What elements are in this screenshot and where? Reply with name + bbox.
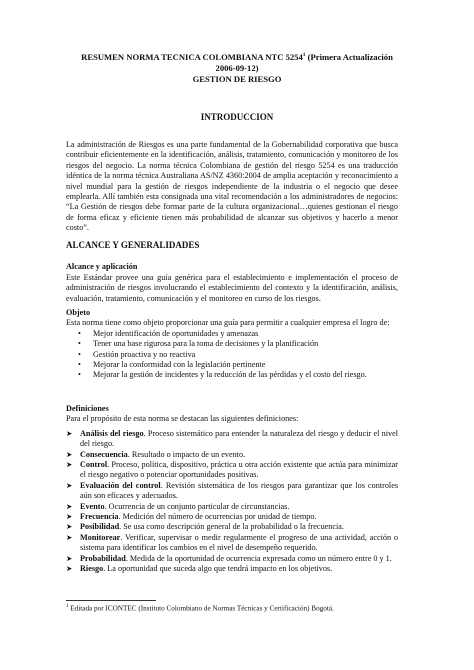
definition-text: . Revisión sistemática de los riesgos para garantizar que los controles aún son eficaces y adecuados. <box>80 480 399 501</box>
alcance-section <box>66 240 398 304</box>
footnote <box>66 604 334 612</box>
introduccion-heading: INTRODUCCION <box>200 112 274 122</box>
definition-term: Posibilidad <box>80 522 120 532</box>
definition-item <box>66 522 398 532</box>
definition-text: . La oportunidad que suceda algo que tendrá impacto en los objetivos. <box>103 564 333 574</box>
arrow-bullet-icon: ➤ <box>66 532 73 542</box>
objeto-list-item: • Mejorar la conformidad con la legislación pertinente <box>78 360 398 370</box>
arrow-bullet-icon: ➤ <box>66 460 73 470</box>
definition-term: Evento <box>80 501 105 511</box>
definition-term: Riesgo <box>80 564 104 574</box>
definition-term: Frecuencia <box>80 512 119 522</box>
objeto-list-item: • Mejorar la gestión de incidentes y la reducción de las pérdidas y el costo del riesgo. <box>78 370 398 380</box>
title-line-1: RESUMEN NORMA TECNICA COLOMBIANA NTC 5254$^1$ (Primera Actualización <box>81 51 393 62</box>
arrow-bullet-icon: ➤ <box>66 501 73 511</box>
definition-text: . Se usa como descripción general de la probabilidad o la frecuencia. <box>119 522 344 532</box>
definition-text: . Medida de la oportunidad de ocurrencia expresada como un número entre 0 y 1. <box>125 553 392 563</box>
definition-term: Evaluación del control <box>80 480 161 490</box>
footnote-divider <box>66 600 156 601</box>
objeto-section <box>66 308 398 381</box>
footnote-text: Editada por ICONTEC (Instituto Colombiano de Normas Técnicas y Certificación) Bogotá. <box>68 604 334 613</box>
definition-item <box>66 481 398 502</box>
footnote-reference: 1 <box>302 52 306 58</box>
definition-item <box>66 533 398 554</box>
definition-term: Análisis del riesgo <box>80 428 144 438</box>
arrow-bullet-icon: ➤ <box>66 428 73 438</box>
definiciones-section <box>66 404 398 575</box>
definition-item <box>66 502 398 512</box>
definition-item <box>66 460 398 481</box>
arrow-bullet-icon: ➤ <box>66 480 73 490</box>
definiciones-paragraph: Para el propósito de esta norma se destacan las siguientes definiciones: <box>66 414 299 424</box>
objeto-list-item: • Mejor identificación de oportunidades y amenazas <box>78 329 398 339</box>
footnote-marker: 1 <box>66 604 69 609</box>
arrow-bullet-icon: ➤ <box>66 512 73 522</box>
definition-item <box>66 450 398 460</box>
introduccion-paragraph: La administración de Riesgos es una parte fundamental de la Gobernabilidad corporativa que busca contribuir eficientemente en la identificación, análisis, tratamiento, comunicación y monitoreo de los riesgos del negocio. La norma técnica Colombiana de gestión del riesgo 5254 es una traducción idéntica de la norma técnica Australiana AS/NZ 4360:2004 de amplia aceptación y reconocimiento a nivel mundial para la gestión de riesgos independiente de la industria o el negocio que desee emplearla. Allí también esta consignada una vital recomendación a los administradores de negocios: “La Gestión de riesgos debe formar parte de la cultura organizacional…quienes gestionan el riesgo de forma eficaz y eficiente tienen más probabilidad de alcanzar sus objetivos y hacerlo a menor costo”. <box>66 140 398 233</box>
title-line-3: GESTION DE RIESGO <box>192 73 282 84</box>
definition-text: . Verificar, supervisar o medir regularmente el progreso de una actividad, acción o sistema para identificar los cambios en el nivel de desempeño requerido. <box>80 532 398 553</box>
definition-item <box>66 512 398 522</box>
document-title <box>0 50 474 85</box>
objeto-subheading: Objeto <box>66 308 91 317</box>
definition-item <box>66 554 398 564</box>
alcance-subheading: Alcance y aplicación <box>66 262 138 272</box>
arrow-bullet-icon: ➤ <box>66 449 73 459</box>
arrow-bullet-icon: ➤ <box>66 564 73 574</box>
objeto-list <box>66 329 398 381</box>
alcance-paragraph: Este Estándar provee una guía genérica para el establecimiento e implementación el proceso de administración de riesgos involucrando el establecimiento del contexto y la identificación, análisis, evaluación, tratamiento, comunicación y el monitoreo en curso de los riesgos. <box>66 272 398 303</box>
definition-text: . Resultado o impacto de un evento. <box>127 449 246 459</box>
definition-item <box>66 429 398 450</box>
alcance-heading: ALCANCE Y GENERALIDADES <box>66 240 200 250</box>
definition-text: . Ocurrencia de un conjunto particular de circunstancias. <box>104 501 290 511</box>
arrow-bullet-icon: ➤ <box>66 553 73 563</box>
definition-text: . Proceso, política, dispositivo, práctica u otra acción existente que actúa para minimizar el riesgo negativo o potenciar oportunidades positivas. <box>80 460 398 480</box>
definiciones-list <box>66 429 398 575</box>
definition-term: Consecuencia <box>80 449 128 459</box>
introduccion-section <box>66 140 398 234</box>
definition-term: Control <box>80 460 108 470</box>
definition-term: Probabilidad <box>80 553 126 563</box>
arrow-bullet-icon: ➤ <box>66 522 73 532</box>
objeto-paragraph: Esta norma tiene como objeto proporcionar una guía para permitir a cualquier empresa el logro de: <box>66 318 390 328</box>
objeto-list-item: • Gestión proactiva y no reactiva <box>78 350 398 360</box>
definition-text: . Medición del número de ocurrencias por unidad de tiempo. <box>118 512 317 522</box>
definiciones-subheading: Definiciones <box>66 404 109 413</box>
title-line-2: 2006-09-12) <box>215 62 259 73</box>
definition-text: . Proceso sistemático para entender la naturaleza del riesgo y deducir el nivel del riesgo. <box>80 428 398 449</box>
objeto-list-item: • Tener una base rigurosa para la toma de decisiones y la planificación <box>78 339 398 349</box>
definition-item <box>66 564 398 574</box>
definition-term: Monitorear <box>80 532 121 542</box>
